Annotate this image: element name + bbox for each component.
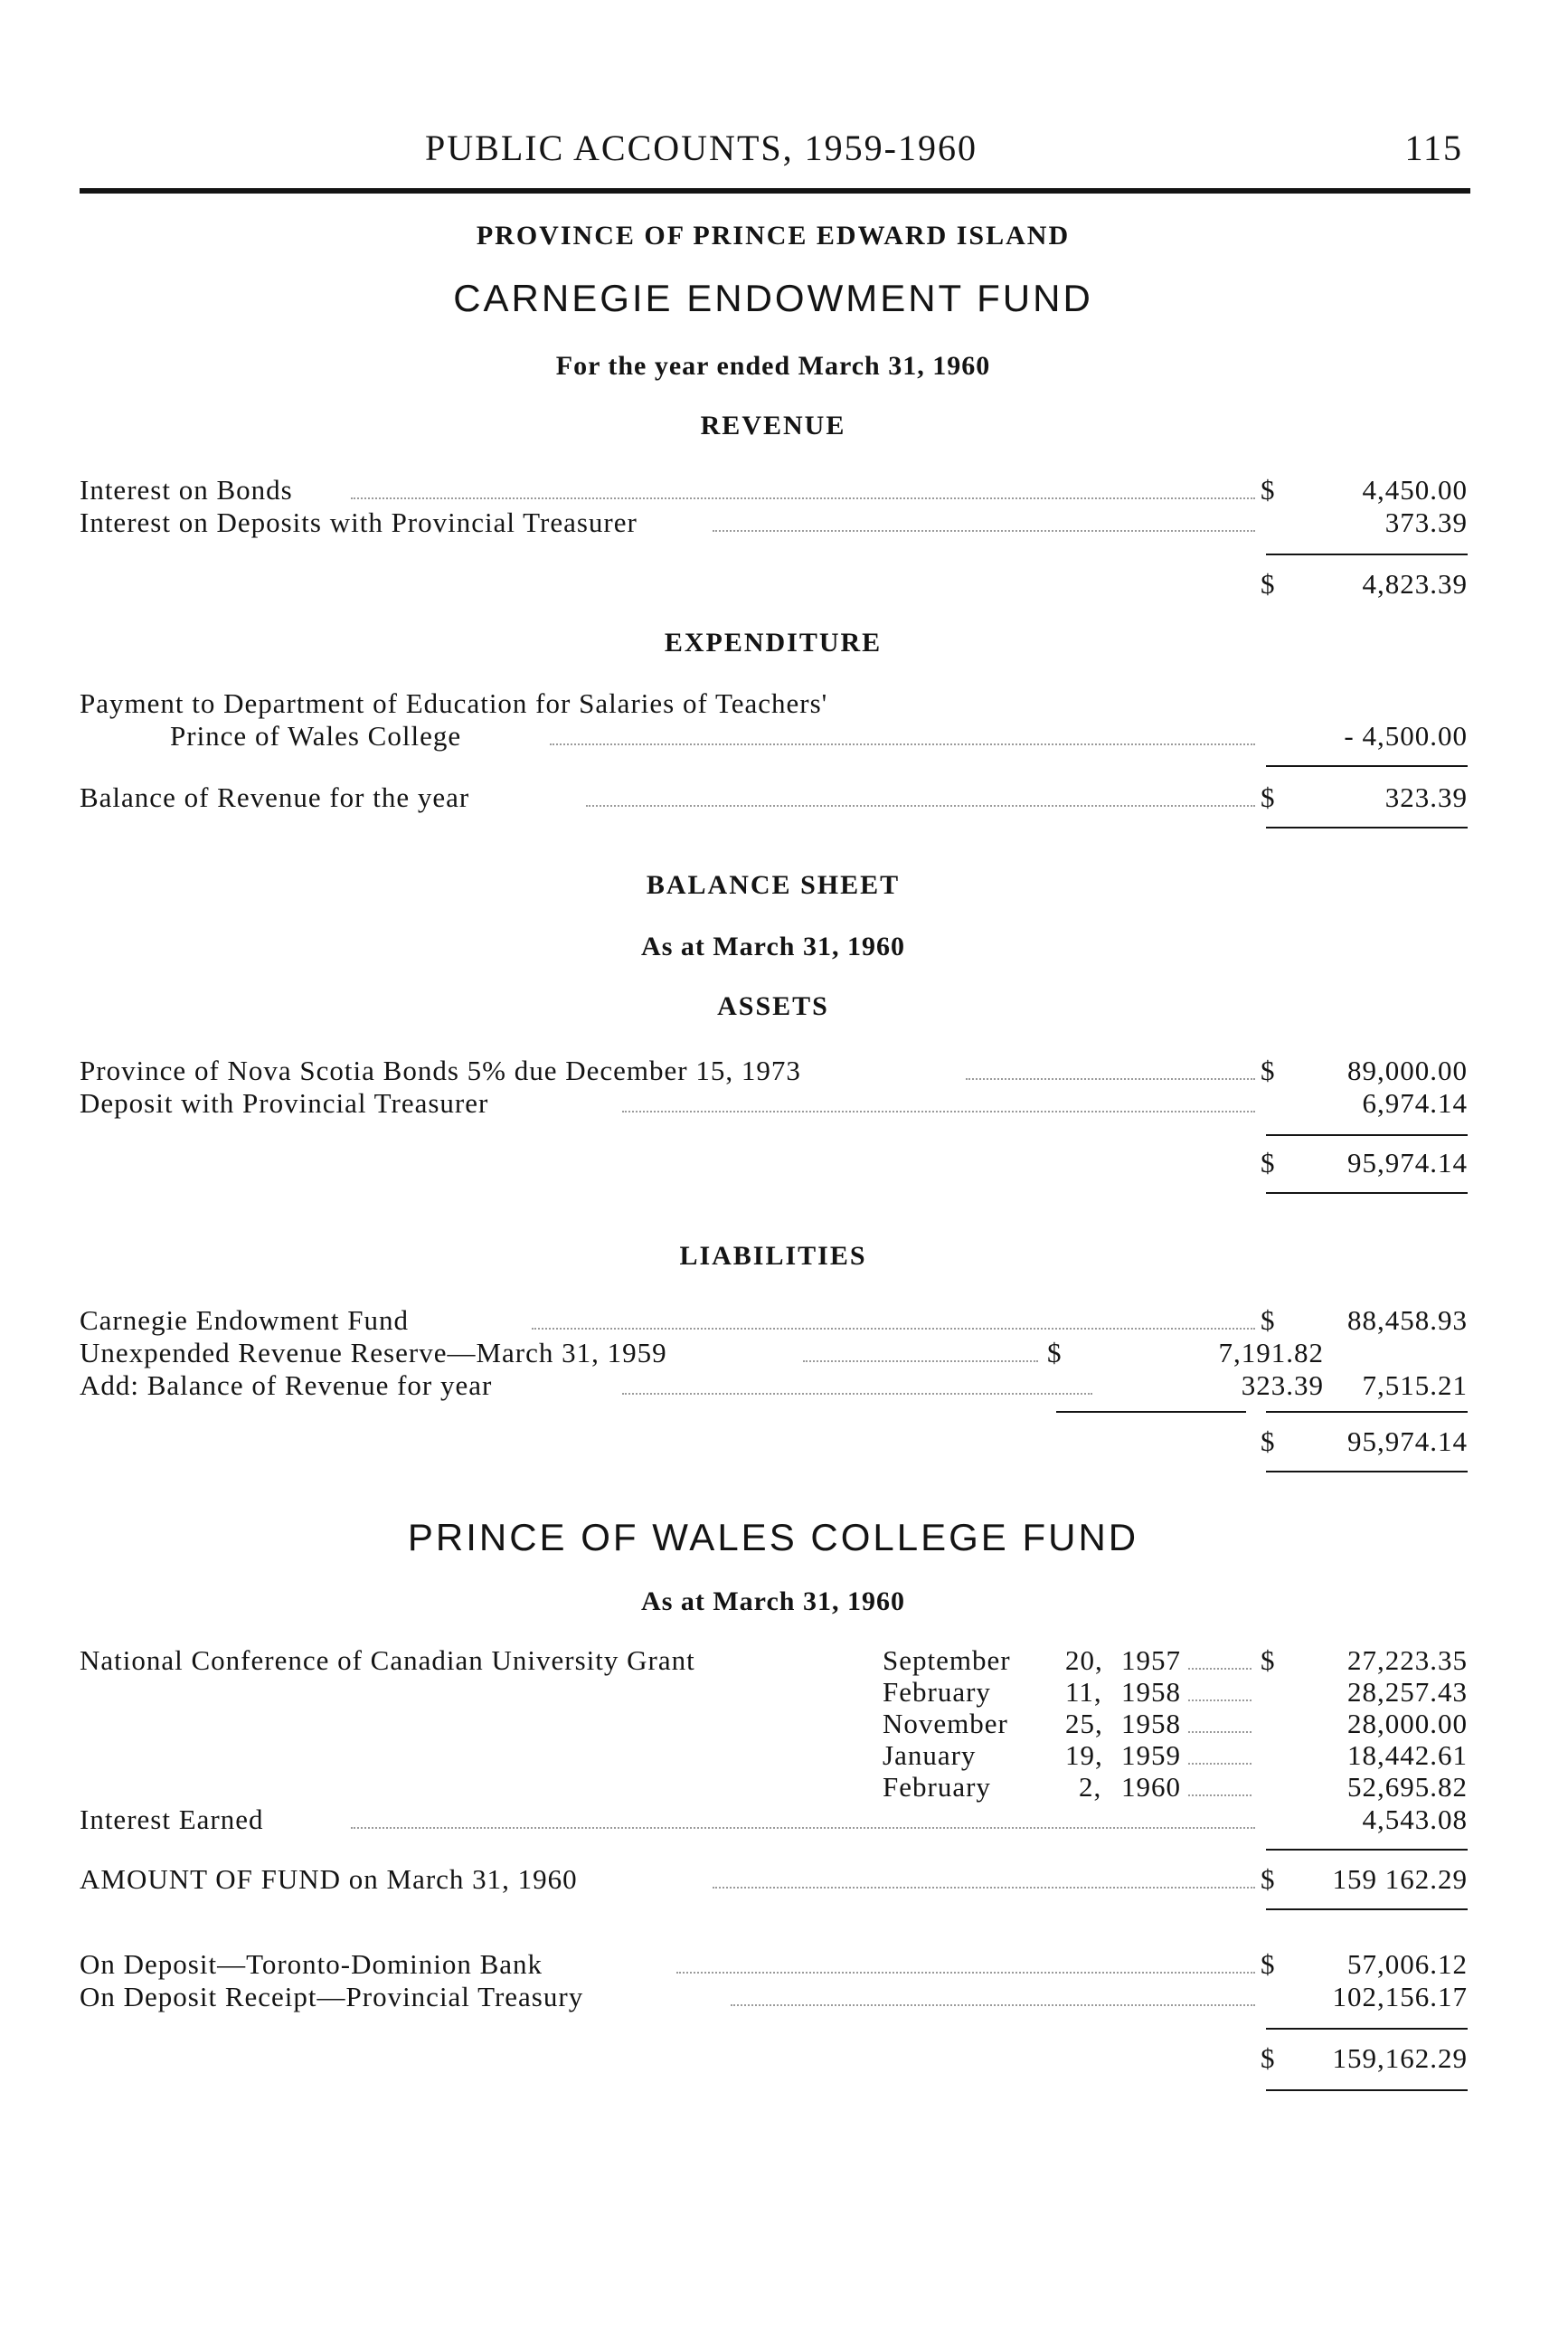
assets-total-row bbox=[80, 1147, 1468, 1179]
balance-row bbox=[80, 781, 1468, 814]
subtotal-rule bbox=[1266, 1134, 1468, 1136]
currency-sign: $ bbox=[1261, 1304, 1276, 1336]
asset-row bbox=[80, 1055, 1468, 1087]
balance-amount: 323.39 bbox=[1384, 781, 1468, 813]
balance-sheet-heading: BALANCE SHEET bbox=[646, 870, 901, 900]
deposit-label: On Deposit Receipt—Provincial Treasury bbox=[80, 1981, 589, 2013]
revenue-total: 4,823.39 bbox=[1362, 568, 1468, 600]
interest-label: Interest Earned bbox=[80, 1804, 269, 1836]
dot-leader bbox=[731, 2004, 1255, 2006]
header-rule bbox=[80, 188, 1470, 194]
revenue-amount: 4,450.00 bbox=[1362, 474, 1468, 506]
dot-leader bbox=[532, 1328, 1255, 1330]
grant-day: 11, bbox=[1065, 1676, 1102, 1708]
liabilities-total: 95,974.14 bbox=[1347, 1425, 1468, 1457]
grant-day: 2, bbox=[1079, 1771, 1102, 1803]
dot-leader bbox=[586, 805, 1255, 807]
running-title: PUBLIC ACCOUNTS, 1959-1960 bbox=[425, 128, 978, 168]
fund-amount-label: AMOUNT OF FUND on March 31, 1960 bbox=[80, 1863, 583, 1896]
province-heading: PROVINCE OF PRINCE EDWARD ISLAND bbox=[476, 221, 1071, 251]
dot-leader bbox=[1188, 1699, 1252, 1701]
total-rule bbox=[1266, 2089, 1468, 2091]
dot-leader bbox=[351, 1827, 1255, 1829]
asset-amount: 89,000.00 bbox=[1347, 1055, 1468, 1086]
total-rule bbox=[1266, 1192, 1468, 1194]
expenditure-line bbox=[80, 687, 1468, 720]
grant-month: February bbox=[883, 1771, 991, 1803]
dot-leader bbox=[351, 497, 1255, 499]
dot-leader bbox=[966, 1078, 1255, 1080]
grant-day: 19, bbox=[1065, 1739, 1103, 1771]
grant-amount: 52,695.82 bbox=[1347, 1771, 1468, 1803]
grant-day: 20, bbox=[1065, 1644, 1103, 1676]
interest-row bbox=[80, 1804, 1468, 1836]
grant-row bbox=[80, 1708, 1468, 1740]
expenditure-row bbox=[80, 720, 1468, 753]
currency-sign: $ bbox=[1261, 1055, 1276, 1086]
grant-month: November bbox=[883, 1708, 1008, 1739]
dot-leader bbox=[676, 1972, 1255, 1974]
grant-label: National Conference of Canadian University Grant bbox=[80, 1644, 695, 1676]
asset-label: Deposit with Provincial Treasurer bbox=[80, 1087, 494, 1120]
dot-leader bbox=[1188, 1763, 1252, 1765]
liability-row bbox=[80, 1304, 1468, 1337]
balance-label: Balance of Revenue for the year bbox=[80, 781, 475, 814]
grant-row bbox=[80, 1676, 1468, 1709]
asset-label: Province of Nova Scotia Bonds 5% due December 15, 1973 bbox=[80, 1055, 807, 1087]
currency-sign: $ bbox=[1261, 1425, 1276, 1457]
grant-amount: 27,223.35 bbox=[1347, 1644, 1468, 1676]
reserve-amount: 7,191.82 bbox=[1218, 1337, 1324, 1368]
grant-year: 1958 bbox=[1121, 1708, 1181, 1739]
grant-month: February bbox=[883, 1676, 991, 1708]
pwc-total: 159,162.29 bbox=[1332, 2042, 1468, 2074]
dot-leader bbox=[550, 743, 1255, 745]
liabilities-heading: LIABILITIES bbox=[679, 1241, 867, 1271]
grant-row bbox=[80, 1644, 1468, 1677]
subtotal-rule bbox=[1266, 765, 1468, 767]
add-amount: 323.39 bbox=[1241, 1369, 1324, 1401]
grant-day: 25, bbox=[1065, 1708, 1103, 1739]
revenue-row bbox=[80, 507, 1468, 539]
asset-row bbox=[80, 1087, 1468, 1120]
grant-year: 1960 bbox=[1121, 1771, 1181, 1803]
dot-leader bbox=[803, 1360, 1038, 1362]
pwc-title: PRINCE OF WALES COLLEGE FUND bbox=[407, 1516, 1139, 1558]
dot-leader bbox=[1188, 1668, 1252, 1670]
liability-subtotal: 7,515.21 bbox=[1362, 1369, 1468, 1401]
expenditure-heading: EXPENDITURE bbox=[664, 628, 883, 658]
currency-sign: $ bbox=[1261, 781, 1276, 813]
subtotal-rule bbox=[1266, 554, 1468, 555]
currency-sign: $ bbox=[1261, 1863, 1276, 1895]
currency-sign: $ bbox=[1261, 474, 1276, 506]
grant-year: 1958 bbox=[1121, 1676, 1181, 1708]
revenue-label: Interest on Deposits with Provincial Treasurer bbox=[80, 507, 643, 539]
deposit-row bbox=[80, 1948, 1468, 1981]
deposit-label: On Deposit—Toronto-Dominion Bank bbox=[80, 1948, 548, 1981]
deposit-amount: 102,156.17 bbox=[1332, 1981, 1468, 2012]
liability-label: Add: Balance of Revenue for year bbox=[80, 1369, 497, 1402]
subtotal-rule bbox=[1266, 1411, 1468, 1413]
subtotal-rule bbox=[1266, 1849, 1468, 1851]
fund-amount: 159 162.29 bbox=[1332, 1863, 1468, 1895]
liability-row bbox=[80, 1369, 1468, 1402]
fund-amount-row bbox=[80, 1863, 1468, 1896]
dot-leader bbox=[622, 1393, 1092, 1395]
currency-sign: $ bbox=[1261, 1644, 1276, 1676]
deposit-row bbox=[80, 1981, 1468, 2013]
grant-row bbox=[80, 1739, 1468, 1772]
grant-amount: 28,000.00 bbox=[1347, 1708, 1468, 1739]
revenue-heading: REVENUE bbox=[700, 411, 846, 440]
grant-amount: 18,442.61 bbox=[1347, 1739, 1468, 1771]
total-rule bbox=[1266, 1471, 1468, 1472]
liability-amount: 88,458.93 bbox=[1347, 1304, 1468, 1336]
expenditure-label: Prince of Wales College bbox=[170, 720, 467, 753]
pwc-date: As at March 31, 1960 bbox=[641, 1586, 905, 1616]
carnegie-title: CARNEGIE ENDOWMENT FUND bbox=[453, 277, 1093, 319]
revenue-amount: 373.39 bbox=[1384, 507, 1468, 538]
total-rule bbox=[1266, 827, 1468, 828]
grant-year: 1957 bbox=[1121, 1644, 1181, 1676]
interest-amount: 4,543.08 bbox=[1362, 1804, 1468, 1835]
total-rule bbox=[1266, 1908, 1468, 1910]
grant-month: January bbox=[883, 1739, 977, 1771]
currency-sign: $ bbox=[1047, 1337, 1063, 1368]
currency-sign: $ bbox=[1261, 1147, 1276, 1179]
liabilities-total-row bbox=[80, 1425, 1468, 1458]
currency-sign: $ bbox=[1261, 2042, 1276, 2074]
subtotal-rule bbox=[1056, 1411, 1246, 1413]
revenue-total-row bbox=[80, 568, 1468, 601]
dot-leader bbox=[713, 1887, 1255, 1889]
currency-sign: $ bbox=[1261, 568, 1276, 600]
revenue-row bbox=[80, 474, 1468, 507]
balance-sheet-date: As at March 31, 1960 bbox=[641, 932, 905, 961]
deposit-amount: 57,006.12 bbox=[1347, 1948, 1468, 1980]
liability-label: Unexpended Revenue Reserve—March 31, 1959 bbox=[80, 1337, 673, 1369]
dot-leader bbox=[713, 530, 1255, 532]
assets-total: 95,974.14 bbox=[1347, 1147, 1468, 1179]
expenditure-label: Payment to Department of Education for Salaries of Teachers' bbox=[80, 687, 833, 720]
subtotal-rule bbox=[1266, 2028, 1468, 2030]
page-number: 115 bbox=[1404, 128, 1463, 168]
revenue-label: Interest on Bonds bbox=[80, 474, 298, 507]
grant-month: September bbox=[883, 1644, 1011, 1676]
pwc-total-row bbox=[80, 2042, 1468, 2075]
dot-leader bbox=[1188, 1731, 1252, 1733]
dot-leader bbox=[622, 1111, 1255, 1112]
assets-heading: ASSETS bbox=[717, 991, 829, 1021]
grant-row bbox=[80, 1771, 1468, 1804]
liability-label: Carnegie Endowment Fund bbox=[80, 1304, 414, 1337]
dot-leader bbox=[1188, 1794, 1252, 1796]
liability-row bbox=[80, 1337, 1468, 1369]
asset-amount: 6,974.14 bbox=[1362, 1087, 1468, 1119]
carnegie-period: For the year ended March 31, 1960 bbox=[555, 351, 991, 381]
grant-year: 1959 bbox=[1121, 1739, 1181, 1771]
currency-sign: $ bbox=[1261, 1948, 1276, 1980]
grant-amount: 28,257.43 bbox=[1347, 1676, 1468, 1708]
expenditure-amount: - 4,500.00 bbox=[1344, 720, 1468, 752]
